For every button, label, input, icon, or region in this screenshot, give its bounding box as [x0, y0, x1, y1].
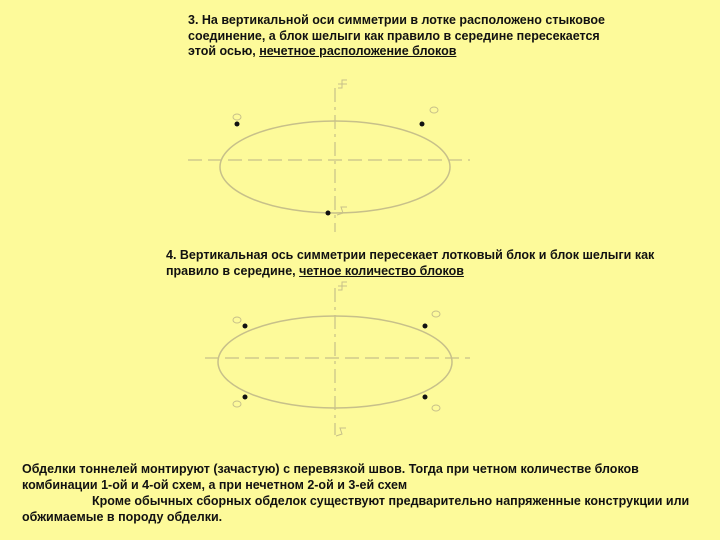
scheme-3-joint-mark — [233, 114, 241, 120]
scheme-4-text: 4. Вертикальная ось симметрии пересекает лотковый блок и блок шелыги как правило в середине, — [166, 248, 655, 278]
scheme-3-diagram — [188, 80, 470, 232]
scheme-4-invert-mark — [336, 428, 346, 436]
scheme-4-underlined-text: четное количество блоков — [299, 263, 464, 278]
scheme-3-joint-dot — [326, 211, 331, 216]
scheme-4-joint-mark — [432, 405, 440, 411]
scheme-4-diagram — [205, 282, 470, 436]
scheme-3-invert-mark — [337, 207, 347, 215]
scheme-4-joint-mark — [233, 317, 241, 323]
scheme-3-joint-dot — [420, 122, 425, 127]
scheme-3-joint-dot — [235, 122, 240, 127]
scheme-4-joint-dot — [423, 324, 428, 329]
scheme-4-joint-dot — [423, 395, 428, 400]
scheme-3-underlined-text: нечетное расположение блоков — [259, 44, 457, 58]
scheme-4-joint-dot — [243, 324, 248, 329]
scheme-4-joint-dot — [243, 395, 248, 400]
scheme-3-crown-mark — [338, 80, 347, 88]
scheme-3-text: 3. На вертикальной оси симметрии в лотке расположено стыковое соединение, а блок шелыги как правило в середине пересекается этой осью, — [188, 13, 605, 58]
scheme-3-joint-mark — [430, 107, 438, 113]
summary-line-2: Кроме обычных сборных обделок существуют предварительно напряженные конструкции или обжимаемые в породу обделки. — [22, 494, 690, 524]
scheme-4-joint-mark — [432, 311, 440, 317]
scheme-4-crown-mark — [338, 282, 347, 290]
scheme-4-joint-mark — [233, 401, 241, 407]
summary-line-1: Обделки тоннелей монтируют (зачастую) с перевязкой швов. Тогда при четном количестве блоков комбинации 1-ой и 4-ой схем, а при нечетном 2-ой и 3-ей схем — [22, 462, 639, 492]
